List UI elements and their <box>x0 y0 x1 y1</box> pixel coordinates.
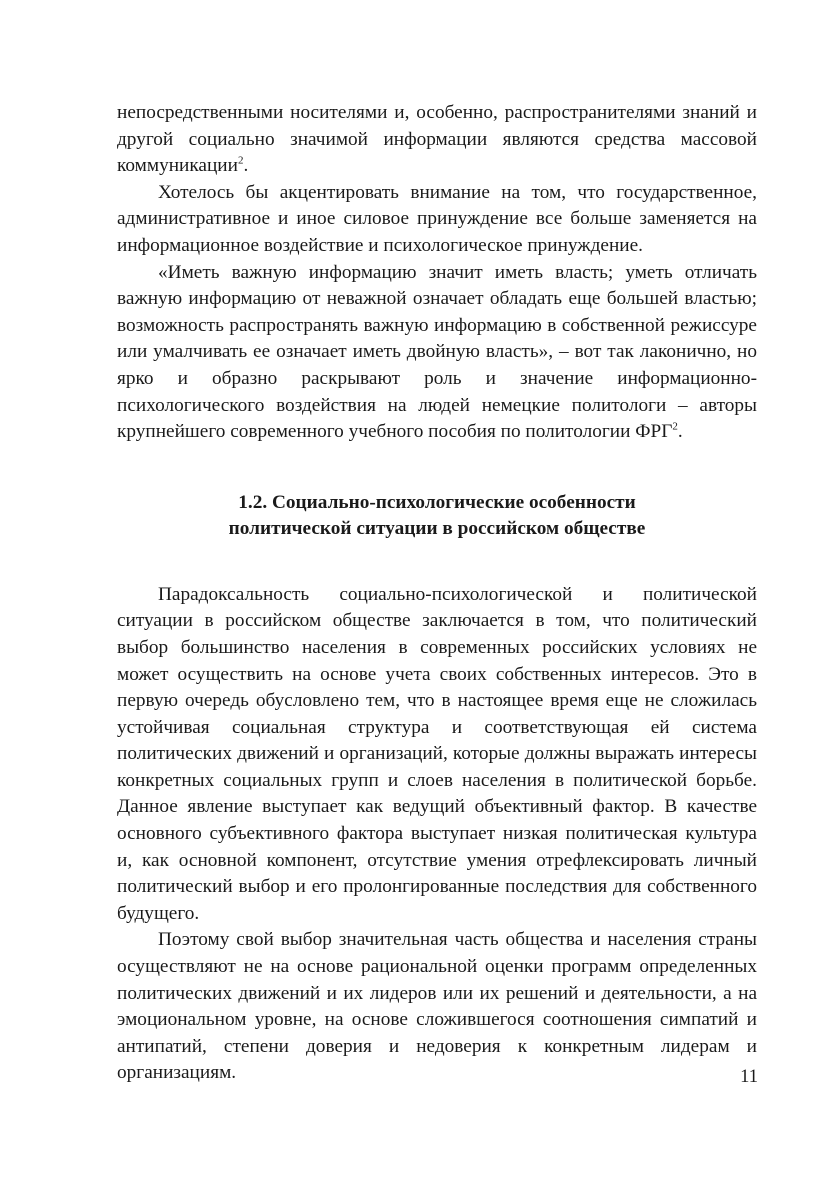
section-heading <box>117 490 757 543</box>
paragraph: Хотелось бы акцентировать внимание на том, что государственное, административное и иное силовое принуждение все больше заменяется на информационное воздействие и психологическое принуждение. <box>117 181 757 256</box>
paragraph: Поэтому свой выбор значительная часть общества и населения страны осуществляют не на основе рациональной оценки программ определенных политических движений и их лидеров или их решений и деятельности, а на эмоциональном уровне, на основе сложившегося соотношения симпатий и антипатий, степени доверия и недоверия к конкретным лидерам и организациям. <box>117 929 757 1084</box>
paragraph-tail: . <box>243 155 249 177</box>
paragraph <box>117 100 757 180</box>
paragraph: Парадоксальность социально-психологической и политической ситуации в российском обществе заключается в том, что политический выбор большинство населения в современных российских условиях не может осуществить на основе учета своих собственных интересов. Это в первую очередь обусловлено тем, что в настоящее время еще не сложилась устойчивая социальная структура и соответствующая ей система политических движений и организаций, которые должны выражать интересы конкретных социальных групп и слоев населения в политической борьбе. Данное явление выступает как ведущий объективный фактор. В качестве основного субъективного фактора выступает низкая политическая культура и, как основной компонент, отсутствие умения отрефлексировать личный политический выбор и его пролонгированные последствия для собственного будущего. <box>117 583 757 924</box>
paragraph-text: непосредственными носителями и, особенно, распространителями знаний и другой социально значимой информации являются средства массовой коммуникации <box>117 102 757 177</box>
footnote-ref: 2 <box>237 154 244 167</box>
page-body <box>117 100 757 1087</box>
paragraph-text: «Иметь важную информацию значит иметь власть; уметь отличать важную информацию от неважной означает обладать еще большей властью; возможность распространять важную информацию в собственной режиссуре или умалчивать ее означает иметь двойную власть», – вот так лаконично, но ярко и образно раскрывают роль и значение информационно-психологического воздействия на людей немецкие политологи – авторы крупнейшего современного учебного пособия по политологии ФРГ <box>117 261 757 443</box>
spacer <box>117 543 757 582</box>
section-heading-line-2: политической ситуации в российском обществе <box>228 518 646 540</box>
quote-paragraph <box>117 260 757 446</box>
page-number: 11 <box>740 1067 758 1087</box>
paragraph-tail: . <box>677 421 683 443</box>
section-heading-line-1: 1.2. Социально-психологические особенности <box>238 491 636 513</box>
footnote-ref: 2 <box>672 420 678 433</box>
